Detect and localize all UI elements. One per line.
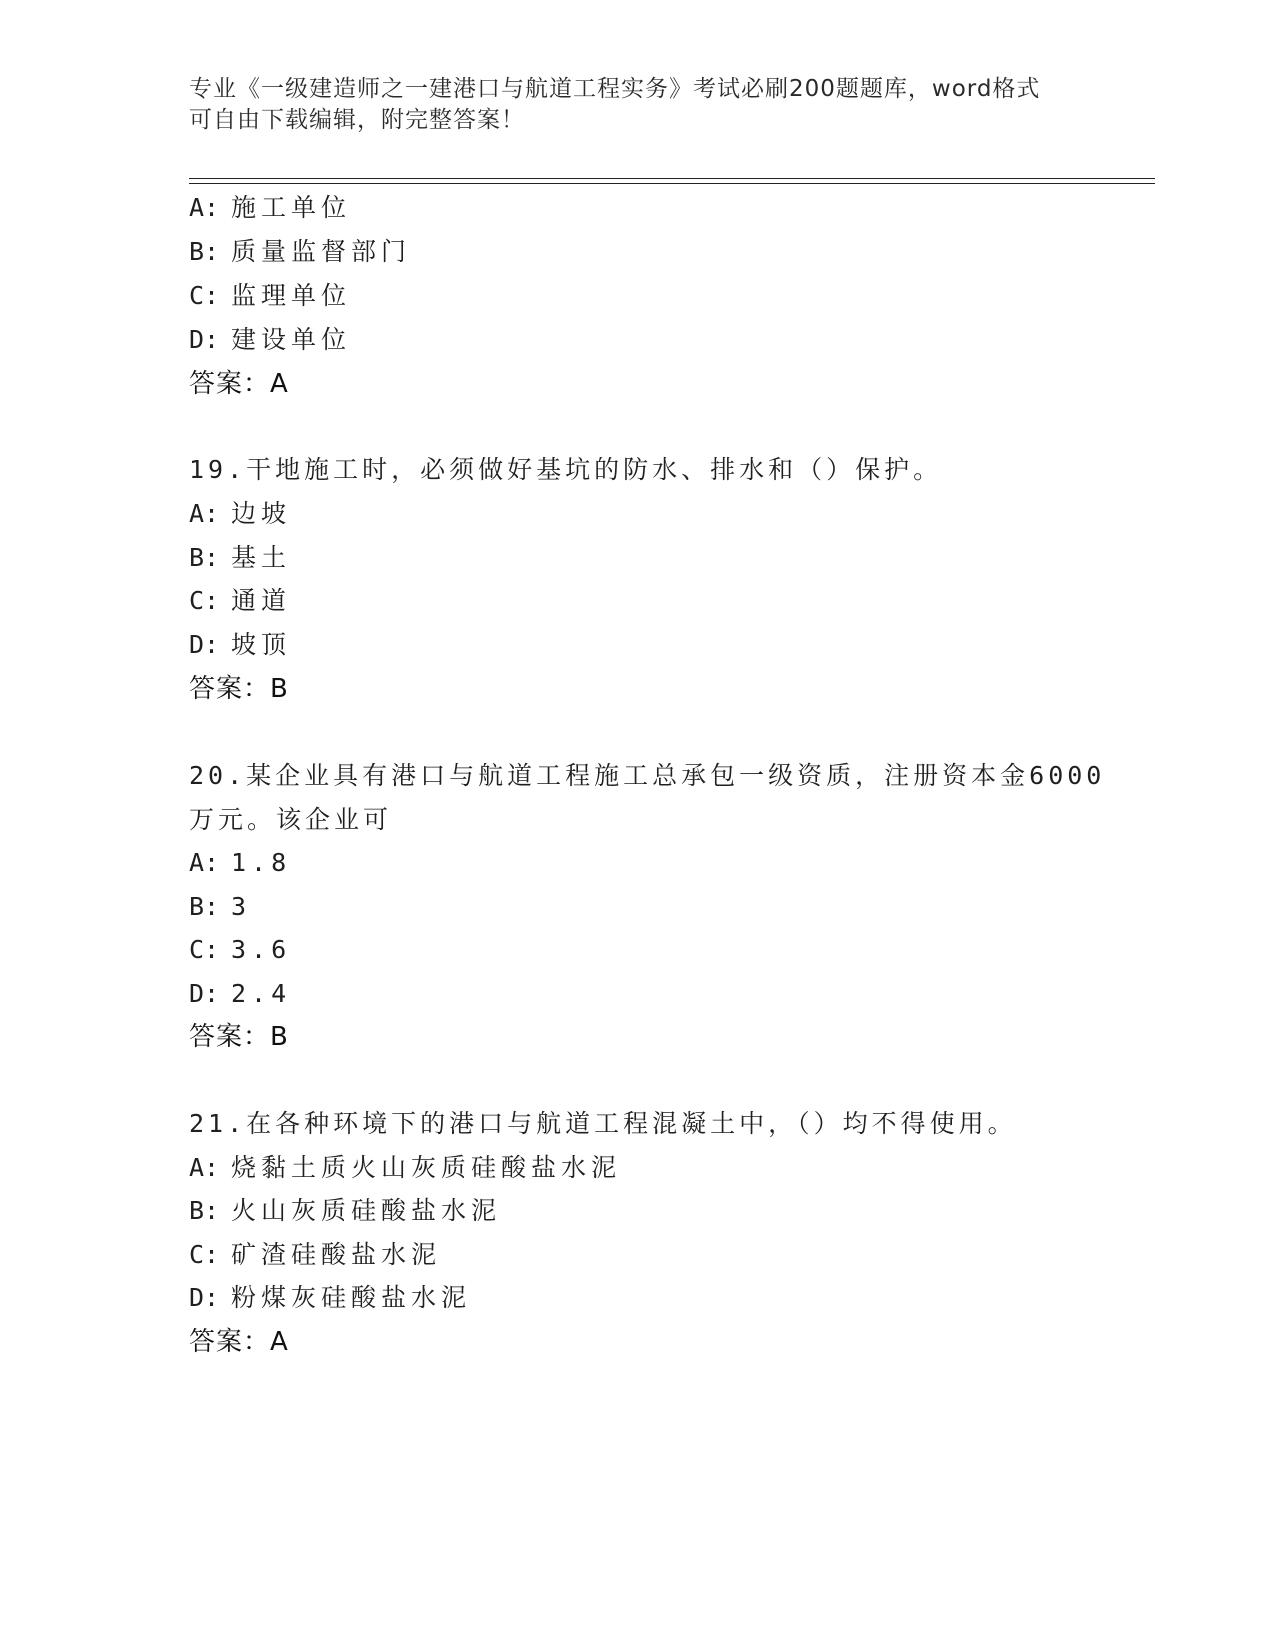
option-text: 边坡 — [231, 499, 292, 528]
option-text: 粉煤灰硅酸盐水泥 — [231, 1283, 472, 1312]
option-text: 矿渣硅酸盐水泥 — [231, 1240, 442, 1269]
option-key: C: — [189, 281, 220, 310]
option-a — [189, 1151, 621, 1185]
option-c — [189, 279, 351, 313]
header-line-1: 专业《一级建造师之一建港口与航道工程实务》考试必刷200题题库，word格式 — [189, 76, 1041, 102]
answer-line — [189, 672, 288, 706]
answer-value: A — [270, 1327, 288, 1357]
option-key: B: — [189, 892, 220, 921]
option-a — [189, 846, 291, 880]
answer-line — [189, 367, 288, 401]
option-text: 3 — [231, 892, 252, 921]
question-20-line-1: 20.某企业具有港口与航道工程施工总承包一级资质，注册资本金6000 — [189, 761, 1106, 790]
option-key: D: — [189, 630, 220, 659]
question-19: 19.干地施工时，必须做好基坑的防水、排水和（）保护。 — [189, 455, 943, 484]
answer-line — [189, 1020, 288, 1054]
option-b — [189, 1194, 501, 1228]
option-text: 火山灰质硅酸盐水泥 — [231, 1196, 502, 1225]
option-key: B: — [189, 237, 220, 266]
answer-value: A — [270, 369, 288, 399]
answer-label: 答案： — [189, 369, 271, 399]
option-b — [189, 890, 251, 924]
document-header — [189, 74, 1089, 136]
answer-label: 答案： — [189, 1022, 271, 1052]
header-line-2: 可自由下载编辑，附完整答案！ — [189, 107, 525, 133]
answer-label: 答案： — [189, 674, 271, 704]
option-key: C: — [189, 1240, 220, 1269]
option-c — [189, 1238, 441, 1272]
option-d — [189, 628, 291, 662]
header-divider-bottom — [189, 183, 1155, 184]
option-key: A: — [189, 193, 220, 222]
option-key: B: — [189, 1196, 220, 1225]
answer-value: B — [270, 1022, 288, 1052]
option-text: 通道 — [231, 586, 292, 615]
option-text: 监理单位 — [231, 281, 352, 310]
option-text: 质量监督部门 — [231, 237, 412, 266]
option-text: 3.6 — [231, 935, 292, 964]
option-text: 坡顶 — [231, 630, 292, 659]
option-d — [189, 1281, 471, 1315]
answer-line — [189, 1325, 288, 1359]
option-text: 1.8 — [231, 848, 292, 877]
option-key: A: — [189, 848, 220, 877]
option-b — [189, 235, 411, 269]
option-c — [189, 584, 291, 618]
option-a — [189, 497, 291, 531]
option-d — [189, 323, 351, 357]
option-key: C: — [189, 935, 220, 964]
option-key: A: — [189, 1153, 220, 1182]
option-text: 基土 — [231, 543, 292, 572]
option-key: B: — [189, 543, 220, 572]
option-c — [189, 933, 291, 967]
option-a — [189, 191, 351, 225]
question-21: 21.在各种环境下的港口与航道工程混凝土中，（）均不得使用。 — [189, 1109, 1017, 1138]
answer-value: B — [270, 674, 288, 704]
option-text: 施工单位 — [231, 193, 352, 222]
option-text: 2.4 — [231, 979, 292, 1008]
option-key: A: — [189, 499, 220, 528]
option-text: 建设单位 — [231, 325, 352, 354]
option-text: 烧黏土质火山灰质硅酸盐水泥 — [231, 1153, 622, 1182]
option-key: D: — [189, 325, 220, 354]
header-divider-top — [189, 178, 1155, 179]
question-20-line-2: 万元。该企业可 — [189, 805, 393, 834]
option-key: D: — [189, 979, 220, 1008]
answer-label: 答案： — [189, 1327, 271, 1357]
option-key: C: — [189, 586, 220, 615]
option-b — [189, 541, 291, 575]
option-key: D: — [189, 1283, 220, 1312]
option-d — [189, 977, 291, 1011]
